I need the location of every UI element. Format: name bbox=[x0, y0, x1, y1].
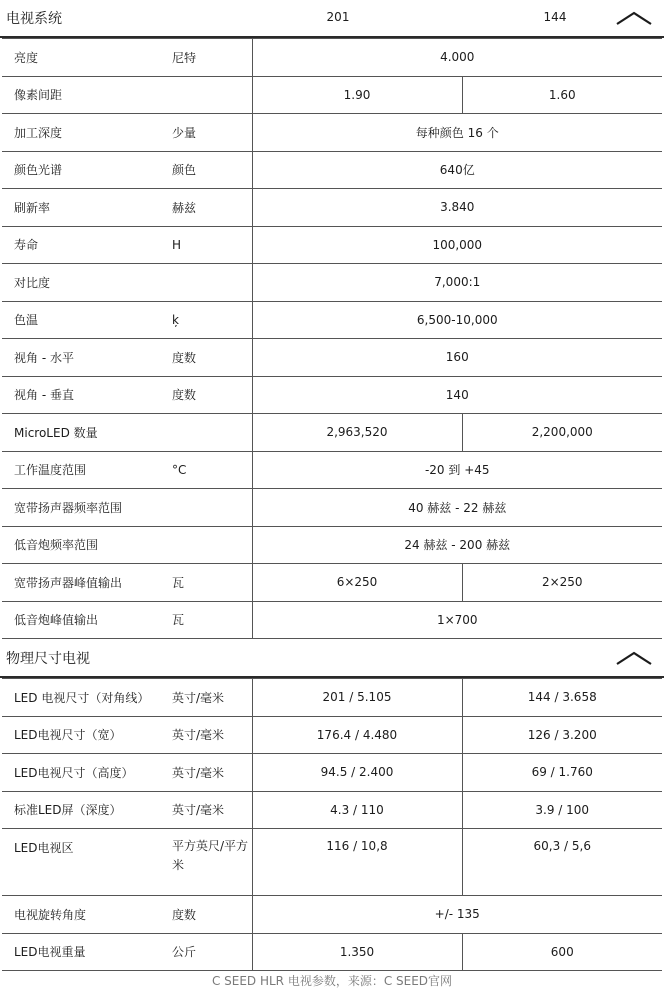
row-unit: 瓦 bbox=[172, 564, 252, 602]
row-unit bbox=[172, 526, 252, 564]
row-label: 加工深度 bbox=[2, 114, 172, 152]
table-row bbox=[2, 39, 662, 77]
row-label: LED电视尺寸（宽） bbox=[2, 716, 172, 754]
table-row bbox=[2, 716, 662, 754]
row-value: 160 bbox=[252, 339, 662, 377]
row-value-144: 126 / 3.200 bbox=[462, 716, 662, 754]
table-row bbox=[2, 526, 662, 564]
table-row bbox=[2, 301, 662, 339]
row-value-144: 69 / 1.760 bbox=[462, 754, 662, 792]
row-value: 140 bbox=[252, 376, 662, 414]
row-value: 1×700 bbox=[252, 601, 662, 639]
row-unit: 平方英尺/平方米 bbox=[172, 829, 252, 896]
row-unit: H bbox=[172, 226, 252, 264]
row-unit: 度数 bbox=[172, 896, 252, 934]
row-value-201: 2,963,520 bbox=[252, 414, 462, 452]
row-value: 24 赫兹 - 200 赫兹 bbox=[252, 526, 662, 564]
row-value: 40 赫兹 - 22 赫兹 bbox=[252, 489, 662, 527]
row-unit: 英寸/毫米 bbox=[172, 754, 252, 792]
source-caption: C SEED HLR 电视参数，来源：C SEED官网 bbox=[211, 974, 453, 988]
row-unit: 英寸/毫米 bbox=[172, 791, 252, 829]
table-row bbox=[2, 339, 662, 377]
row-value: +/- 135 bbox=[252, 896, 662, 934]
row-unit bbox=[172, 414, 252, 452]
row-value-201: 116 / 10,8 bbox=[252, 829, 462, 896]
table-row bbox=[2, 151, 662, 189]
row-value: -20 到 +45 bbox=[252, 451, 662, 489]
table-row bbox=[2, 189, 662, 227]
row-unit: 颜色 bbox=[172, 151, 252, 189]
row-value-144: 60,3 / 5,6 bbox=[462, 829, 662, 896]
row-unit: 赫兹 bbox=[172, 189, 252, 227]
table-row bbox=[2, 226, 662, 264]
section-header-tv-system bbox=[0, 0, 664, 38]
table-row bbox=[2, 114, 662, 152]
row-value-144: 2×250 bbox=[462, 564, 662, 602]
row-value: 7,000:1 bbox=[252, 264, 662, 302]
table-row bbox=[2, 376, 662, 414]
row-label: 宽带扬声器频率范围 bbox=[2, 489, 172, 527]
row-unit bbox=[172, 489, 252, 527]
row-label: LED电视区 bbox=[2, 829, 172, 896]
section-header-physical-size bbox=[0, 640, 664, 678]
row-value-201: 176.4 / 4.480 bbox=[252, 716, 462, 754]
row-label: 电视旋转角度 bbox=[2, 896, 172, 934]
row-label: 寿命 bbox=[2, 226, 172, 264]
row-unit: 度数 bbox=[172, 339, 252, 377]
row-label: 视角 - 水平 bbox=[2, 339, 172, 377]
row-value-201: 4.3 / 110 bbox=[252, 791, 462, 829]
column-header-201: 201 bbox=[326, 10, 350, 24]
row-value-201: 1.90 bbox=[252, 76, 462, 114]
row-value-201: 201 / 5.105 bbox=[252, 679, 462, 717]
tv-system-spec-table bbox=[2, 38, 662, 639]
row-label: 低音炮频率范围 bbox=[2, 526, 172, 564]
row-label: 像素间距 bbox=[2, 76, 172, 114]
row-label: LED 电视尺寸（对角线） bbox=[2, 679, 172, 717]
row-value-144: 3.9 / 100 bbox=[462, 791, 662, 829]
row-value: 640亿 bbox=[252, 151, 662, 189]
table-row bbox=[2, 76, 662, 114]
row-label: LED电视尺寸（高度） bbox=[2, 754, 172, 792]
row-unit bbox=[172, 264, 252, 302]
table-row bbox=[2, 754, 662, 792]
table-row bbox=[2, 489, 662, 527]
row-label: 亮度 bbox=[2, 39, 172, 77]
column-header-144: 144 bbox=[543, 10, 567, 24]
row-value-144: 600 bbox=[462, 933, 662, 971]
row-value: 3.840 bbox=[252, 189, 662, 227]
row-unit: °C bbox=[172, 451, 252, 489]
row-label: MicroLED 数量 bbox=[2, 414, 172, 452]
row-value-201: 1.350 bbox=[252, 933, 462, 971]
row-label: 视角 - 垂直 bbox=[2, 376, 172, 414]
row-value-201: 94.5 / 2.400 bbox=[252, 754, 462, 792]
row-unit: 少量 bbox=[172, 114, 252, 152]
row-value: 6,500-10,000 bbox=[252, 301, 662, 339]
table-row bbox=[2, 564, 662, 602]
row-unit bbox=[172, 76, 252, 114]
row-value: 100,000 bbox=[252, 226, 662, 264]
table-row bbox=[2, 829, 662, 896]
row-label: 颜色光谱 bbox=[2, 151, 172, 189]
row-label: LED电视重量 bbox=[2, 933, 172, 971]
collapse-chevron-up-icon[interactable] bbox=[616, 10, 652, 26]
row-unit: 英寸/毫米 bbox=[172, 716, 252, 754]
row-label: 标准LED屏（深度） bbox=[2, 791, 172, 829]
row-value-144: 1.60 bbox=[462, 76, 662, 114]
row-unit: ķ bbox=[172, 301, 252, 339]
row-value-144: 144 / 3.658 bbox=[462, 679, 662, 717]
row-value-144: 2,200,000 bbox=[462, 414, 662, 452]
row-unit: 公斤 bbox=[172, 933, 252, 971]
collapse-chevron-up-icon[interactable] bbox=[616, 650, 652, 666]
table-row bbox=[2, 264, 662, 302]
table-row bbox=[2, 933, 662, 971]
row-label: 宽带扬声器峰值输出 bbox=[2, 564, 172, 602]
table-row bbox=[2, 451, 662, 489]
table-row bbox=[2, 679, 662, 717]
row-unit: 尼特 bbox=[172, 39, 252, 77]
table-row bbox=[2, 791, 662, 829]
row-unit: 英寸/毫米 bbox=[172, 679, 252, 717]
row-label: 色温 bbox=[2, 301, 172, 339]
row-label: 刷新率 bbox=[2, 189, 172, 227]
physical-size-spec-table bbox=[2, 678, 662, 971]
row-unit: 瓦 bbox=[172, 601, 252, 639]
row-label: 对比度 bbox=[2, 264, 172, 302]
table-row bbox=[2, 896, 662, 934]
table-row bbox=[2, 601, 662, 639]
row-label: 工作温度范围 bbox=[2, 451, 172, 489]
table-row bbox=[2, 414, 662, 452]
row-unit: 度数 bbox=[172, 376, 252, 414]
section-title: 电视系统 bbox=[6, 11, 62, 27]
row-value: 每种颜色 16 个 bbox=[252, 114, 662, 152]
row-value: 4.000 bbox=[252, 39, 662, 77]
section-title: 物理尺寸电视 bbox=[6, 651, 90, 667]
row-value-201: 6×250 bbox=[252, 564, 462, 602]
row-label: 低音炮峰值输出 bbox=[2, 601, 172, 639]
